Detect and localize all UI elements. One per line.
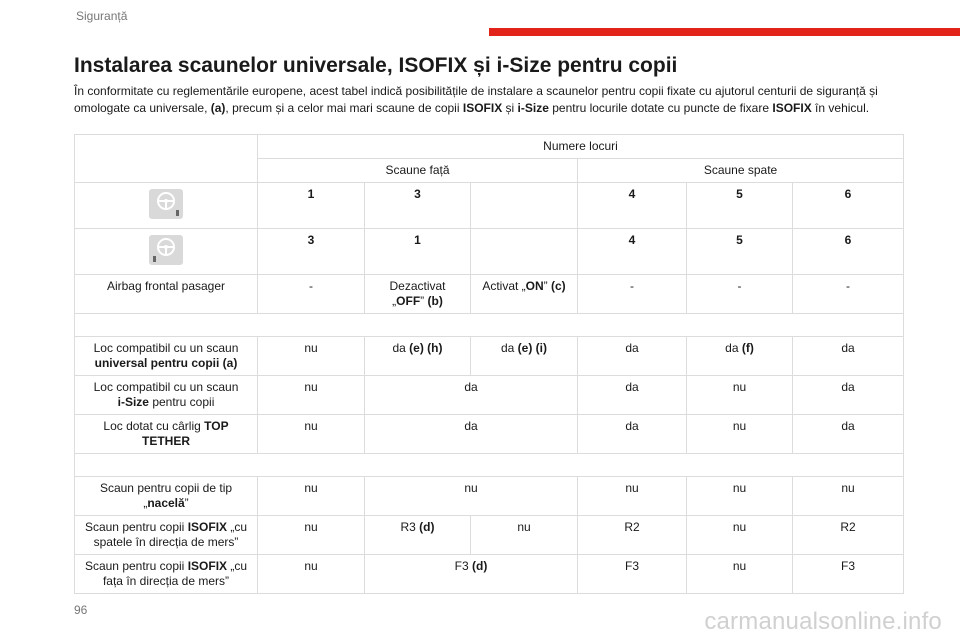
- table-cell: da (e) (i): [471, 337, 578, 376]
- row-label: Scaun pentru copii ISOFIX „cu fața în direcția de mers”: [75, 555, 258, 594]
- table-cell: da: [578, 415, 687, 454]
- seat-number: 4: [578, 229, 687, 275]
- page-title: Instalarea scaunelor universale, ISOFIX și i-Size pentru copii: [74, 54, 678, 77]
- table-cell: R3 (d): [365, 516, 471, 555]
- rear-seats-header: Scaune spate: [578, 159, 904, 183]
- table-cell: R2: [793, 516, 904, 555]
- table-row: [75, 275, 904, 314]
- watermark: carmanualsonline.info: [704, 608, 942, 635]
- page-number: 96: [74, 603, 88, 617]
- table-cell: -: [258, 275, 365, 314]
- table-cell: nu: [471, 516, 578, 555]
- table-cell: nu: [258, 555, 365, 594]
- table-cell: da: [793, 415, 904, 454]
- table-cell: nu: [687, 477, 793, 516]
- seat-number: 1: [365, 229, 471, 275]
- table-cell: -: [793, 275, 904, 314]
- row-label: Loc compatibil cu un scaun i-Size pentru copii: [75, 376, 258, 415]
- row-label: Scaun pentru copii de tip „nacelă”: [75, 477, 258, 516]
- table-cell: da: [793, 337, 904, 376]
- rhd-icon-cell: [75, 229, 258, 275]
- table-cell: Dezactivat „OFF” (b): [365, 275, 471, 314]
- seat-number: 6: [793, 183, 904, 229]
- seat-number: [471, 229, 578, 275]
- table-corner-cell: [75, 135, 258, 183]
- lhd-icon-cell: [75, 183, 258, 229]
- table-row: [75, 337, 904, 376]
- table-spacer-row: [75, 314, 904, 337]
- intro-paragraph: În conformitate cu reglementările europene, acest tabel indică posibilitățile de instalare a scaunelor pentru copii fixate cu ajutorul centurii de siguranță și omologate ca universale, (a), precum și a celor mai mari scaune de copii ISOFIX și i-Size pentru locurile dotate cu puncte de fixare ISOFIX în vehicul.: [74, 84, 878, 115]
- header-accent-bar: [489, 28, 960, 36]
- table-cell: nu: [365, 477, 578, 516]
- table-cell: nu: [687, 555, 793, 594]
- steering-wheel-right-icon: [149, 235, 183, 265]
- table-spacer-row: [75, 454, 904, 477]
- table-cell: -: [687, 275, 793, 314]
- table-row: [75, 415, 904, 454]
- table-row: [75, 229, 904, 275]
- table-cell: da (e) (h): [365, 337, 471, 376]
- table-cell: nu: [578, 477, 687, 516]
- seat-number: 3: [365, 183, 471, 229]
- steering-wheel-left-icon: [149, 189, 183, 219]
- table-cell: da: [578, 337, 687, 376]
- table-cell: -: [578, 275, 687, 314]
- table-cell: nu: [258, 376, 365, 415]
- table-cell: nu: [687, 376, 793, 415]
- table-cell: nu: [258, 337, 365, 376]
- front-seats-header: Scaune față: [258, 159, 578, 183]
- section-label: Siguranță: [76, 9, 128, 23]
- seat-number: [471, 183, 578, 229]
- table-cell: nu: [687, 516, 793, 555]
- table-cell: nu: [258, 477, 365, 516]
- table-cell: F3: [578, 555, 687, 594]
- seat-number: 6: [793, 229, 904, 275]
- table-cell: da (f): [687, 337, 793, 376]
- seat-numbers-header: Numere locuri: [258, 135, 904, 159]
- table-row: [75, 477, 904, 516]
- row-label: Airbag frontal pasager: [75, 275, 258, 314]
- table-row: [75, 135, 904, 159]
- table-cell: nu: [258, 516, 365, 555]
- table-cell: nu: [687, 415, 793, 454]
- row-label: Loc dotat cu cârlig TOP TETHER: [75, 415, 258, 454]
- table-cell: F3 (d): [365, 555, 578, 594]
- table-cell: da: [365, 376, 578, 415]
- table-cell: R2: [578, 516, 687, 555]
- seat-number: 5: [687, 229, 793, 275]
- seat-number: 3: [258, 229, 365, 275]
- child-seat-table: [74, 134, 904, 594]
- table-row: [75, 516, 904, 555]
- table-cell: nu: [258, 415, 365, 454]
- table-cell: da: [365, 415, 578, 454]
- table-cell: F3: [793, 555, 904, 594]
- seat-number: 1: [258, 183, 365, 229]
- row-label: Loc compatibil cu un scaun universal pentru copii (a): [75, 337, 258, 376]
- seat-number: 5: [687, 183, 793, 229]
- table-row: [75, 555, 904, 594]
- table-cell: da: [793, 376, 904, 415]
- seat-number: 4: [578, 183, 687, 229]
- table-row: [75, 183, 904, 229]
- row-label: Scaun pentru copii ISOFIX „cu spatele în direcția de mers”: [75, 516, 258, 555]
- table-cell: Activat „ON” (c): [471, 275, 578, 314]
- table-cell: nu: [793, 477, 904, 516]
- table-cell: da: [578, 376, 687, 415]
- table-row: [75, 376, 904, 415]
